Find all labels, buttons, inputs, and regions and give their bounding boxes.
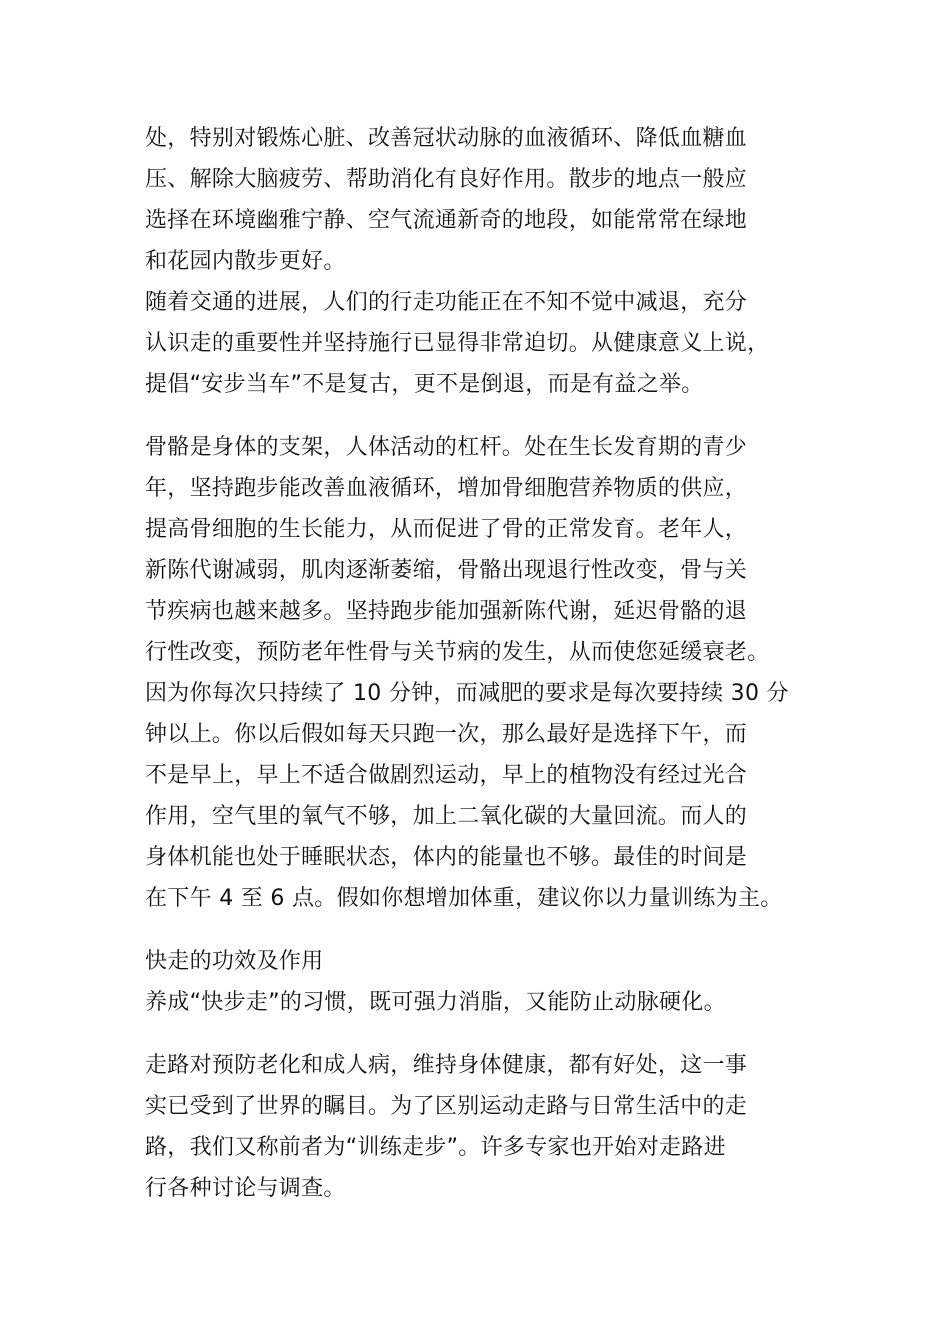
section-brisk-walking: [145, 941, 815, 1023]
text-line: 随着交通的进展，人们的行走功能正在不知不觉中减退，充分: [145, 290, 748, 315]
text-line: 身体机能也处于睡眠状态，体内的能量也不够。最佳的时间是: [145, 845, 748, 870]
text-line: 因为你每次只持续了 10 分钟，而减肥的要求是每次要持续 30 分: [145, 681, 789, 706]
text-line: 实已受到了世界的瞩目。为了区别运动走路与日常生活中的走: [145, 1094, 748, 1119]
text-line: 不是早上，早上不适合做剧烈运动，早上的植物没有经过光合: [145, 763, 748, 788]
text-line: 年，坚持跑步能改善血液循环，增加骨细胞营养物质的供应，: [145, 476, 748, 501]
text-line: 处，特别对锻炼心脏、改善冠状动脉的血液循环、降低血糖血: [145, 126, 748, 151]
text-line: 压、解除大脑疲劳、帮助消化有良好作用。散步的地点一般应: [145, 167, 748, 192]
text-line: 和花园内散步更好。: [145, 249, 346, 274]
text-line: 选择在环境幽雅宁静、空气流通新奇的地段，如能常常在绿地: [145, 208, 748, 233]
paragraph-spacer: [145, 1023, 815, 1045]
paragraph-training-walk: [145, 1045, 815, 1209]
text-line: 行各种讨论与调查。: [145, 1176, 346, 1201]
text-line: 认识走的重要性并坚持施行已显得非常迫切。从健康意义上说，: [145, 331, 770, 356]
text-line: 钟以上。你以后假如每天只跑一次，那么最好是选择下午，而: [145, 722, 748, 747]
section-heading: 快走的功效及作用: [145, 949, 324, 974]
text-line: 作用，空气里的氧气不够，加上二氧化碳的大量回流。而人的: [145, 804, 748, 829]
text-line: 行性改变，预防老年性骨与关节病的发生，从而使您延缓衰老。: [145, 640, 770, 665]
paragraph-spacer: [145, 405, 815, 427]
text-line: 骨骼是身体的支架，人体活动的杠杆。处在生长发育期的青少: [145, 435, 748, 460]
text-line: 新陈代谢减弱，肌肉逐渐萎缩，骨骼出现退行性改变，骨与关: [145, 558, 748, 583]
text-line: 节疾病也越来越多。坚持跑步能加强新陈代谢，延迟骨骼的退: [145, 599, 748, 624]
paragraph-walking-benefits: [145, 118, 815, 405]
text-line: 路，我们又称前者为“训练走步”。许多专家也开始对走路进: [145, 1135, 726, 1160]
text-line: 养成“快步走”的习惯，既可强力消脂，又能防止动脉硬化。: [145, 990, 726, 1015]
text-line: 提倡“安步当车”不是复古，更不是倒退，而是有益之举。: [145, 372, 704, 397]
text-line: 走路对预防老化和成人病，维持身体健康，都有好处，这一事: [145, 1053, 748, 1078]
text-line: 提高骨细胞的生长能力，从而促进了骨的正常发育。老年人，: [145, 517, 748, 542]
document-body: [145, 118, 815, 1209]
text-line: 在下午 4 至 6 点。假如你想增加体重，建议你以力量训练为主。: [145, 886, 783, 911]
paragraph-spacer: [145, 919, 815, 941]
paragraph-bone-health: [145, 427, 815, 919]
